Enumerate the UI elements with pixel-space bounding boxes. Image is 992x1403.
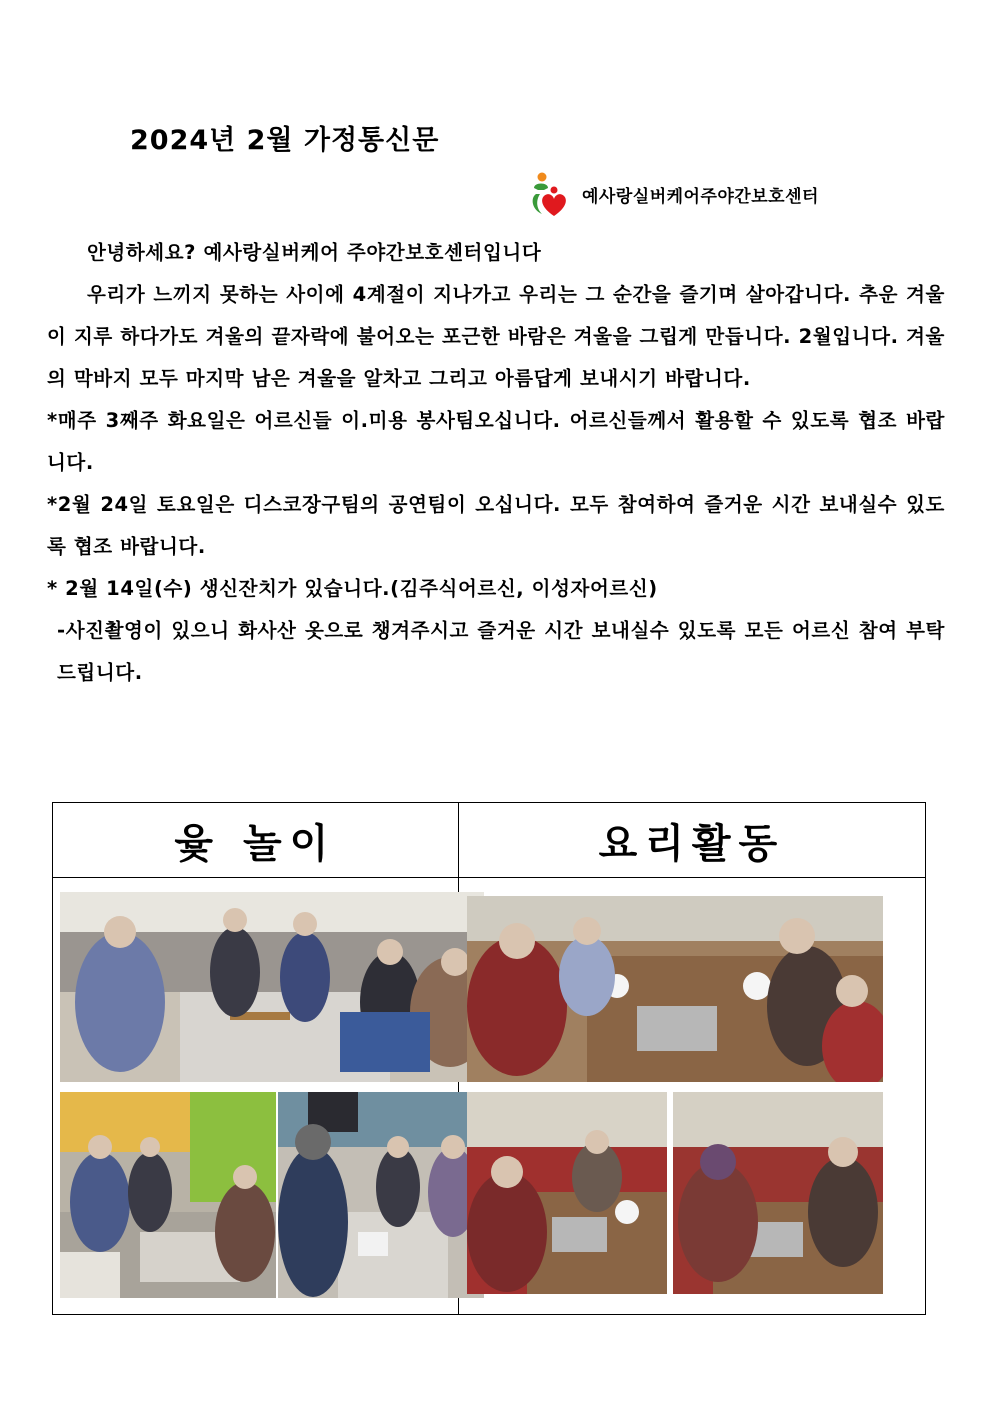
- heart-people-logo-icon: [528, 170, 572, 218]
- notice-beauty-service: *매주 3째주 화요일은 어르신들 이.미용 봉사팀오십니다. 어르신들께서 활용할 수 있도록 협조 바랍니다.: [47, 409, 945, 474]
- cooking-photo-1: [467, 896, 883, 1082]
- activity-photo-table: [52, 802, 926, 1315]
- cooking-activity-photo-cell: [459, 878, 925, 1314]
- yut-game-photo-3: [278, 1092, 484, 1298]
- yut-game-photo-2: [60, 1092, 276, 1298]
- cooking-activity-header: 요리활동: [458, 803, 925, 878]
- yut-game-photo-1: [60, 892, 484, 1082]
- organization-header: [528, 170, 819, 218]
- letter-body: [47, 232, 945, 694]
- greeting-text: 안녕하세요? 예사랑실버케어 주야간보호센터입니다: [87, 241, 542, 264]
- notice-birthday: * 2월 14일(수) 생신잔치가 있습니다.(김주식어르신, 이성자어르신): [47, 577, 658, 600]
- yut-game-header: 윷 놀이: [53, 803, 459, 878]
- notice-birthday-detail: -사진촬영이 있으니 화사산 옷으로 챙겨주시고 즐거운 시간 보내실수 있도록 모든 어르신 참여 부탁드립니다.: [57, 619, 945, 684]
- page-title: 2024년 2월 가정통신문: [130, 125, 440, 156]
- organization-name: 예사랑실버케어주야간보호센터: [582, 186, 819, 207]
- cooking-photo-2: [467, 1092, 667, 1294]
- yut-game-photo-cell: [53, 878, 458, 1314]
- season-paragraph: 우리가 느끼지 못하는 사이에 4계절이 지나가고 우리는 그 순간을 즐기며 살아갑니다. 추운 겨울이 지루 하다가도 겨울의 끝자락에 불어오는 포근한 바람은 겨울을 그립게 만듭니다. 2월입니다. 겨울의 막바지 모두 마지막 남은 겨울을 알차고 그리고 아름답게 보내시기 바랍니다.: [47, 283, 945, 390]
- cooking-photo-3: [673, 1092, 883, 1294]
- notice-performance: *2월 24일 토요일은 디스코장구팀의 공연팀이 오십니다. 모두 참여하여 즐거운 시간 보내실수 있도록 협조 바랍니다.: [47, 493, 945, 558]
